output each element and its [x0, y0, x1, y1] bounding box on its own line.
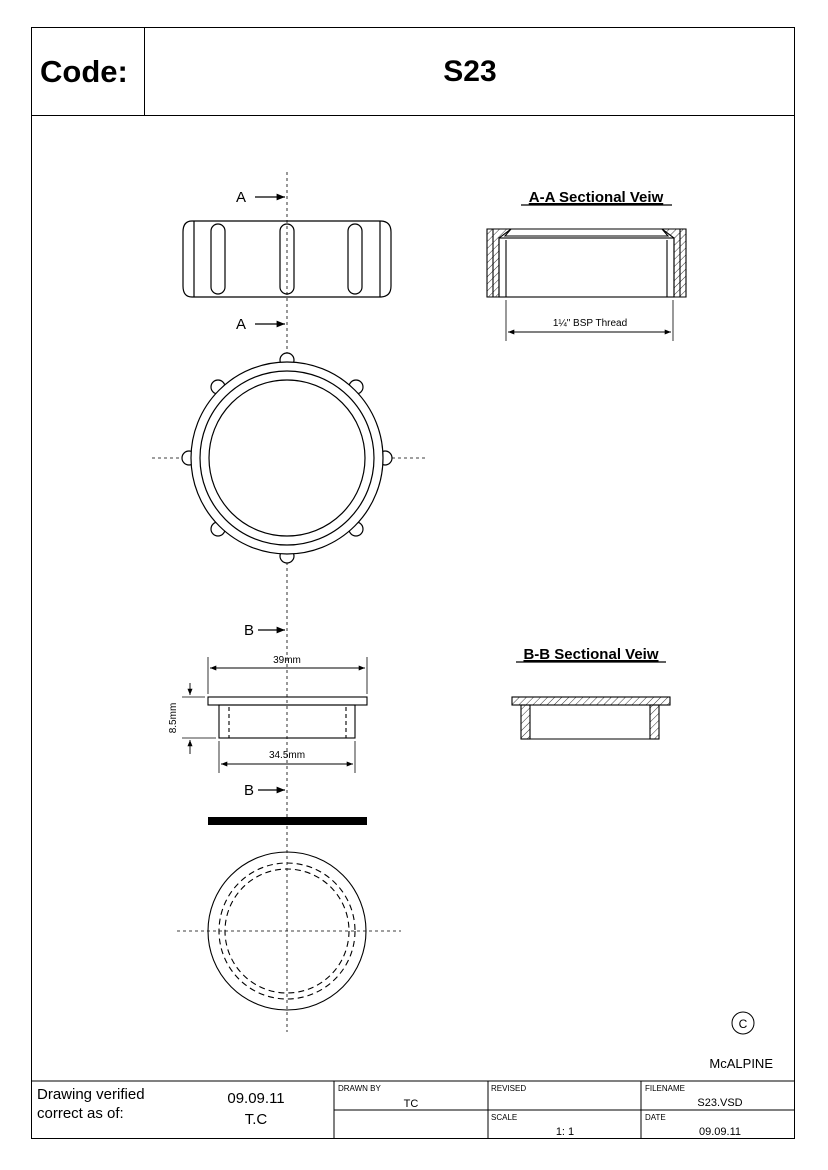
section-marker-b-bottom — [244, 782, 285, 799]
drawn-by-label: DRAWN BY — [338, 1084, 381, 1093]
filename-value: S23.VSD — [697, 1097, 743, 1109]
nut-top-view — [182, 353, 392, 563]
height-dimension — [168, 683, 216, 754]
bb-section-title: B-B Sectional Veiw — [523, 646, 659, 663]
thread-dimension — [506, 300, 673, 341]
svg-text:A: A — [235, 316, 246, 333]
copyright-mark — [732, 1012, 754, 1034]
cap-side-view — [208, 697, 367, 738]
company-name: McALPINE — [709, 1056, 773, 1071]
revised-label: REVISED — [491, 1084, 527, 1093]
svg-text:8.5mm: 8.5mm — [168, 702, 179, 734]
scale-label: SCALE — [491, 1113, 518, 1122]
verified-by: T.C — [244, 1111, 268, 1128]
code-label: Code: — [31, 27, 145, 116]
section-marker-a-bottom — [236, 316, 285, 333]
section-marker-a-top — [236, 189, 285, 206]
svg-text:A: A — [235, 189, 246, 206]
aa-section-view — [487, 229, 686, 297]
date-value: 09.09.11 — [698, 1126, 741, 1138]
svg-text:39mm: 39mm — [273, 655, 301, 666]
svg-text:1¼" BSP Thread: 1¼" BSP Thread — [552, 318, 628, 329]
verified-date: 09.09.11 — [227, 1090, 285, 1107]
filename-label: FILENAME — [645, 1084, 686, 1093]
bb-section-view — [512, 697, 670, 739]
product-code: S23 — [443, 55, 497, 88]
date-label: DATE — [645, 1113, 666, 1122]
aa-section-title: A-A Sectional Veiw — [528, 189, 664, 206]
svg-text:B: B — [243, 782, 254, 799]
section-marker-b-top — [244, 622, 285, 639]
drawn-by-value: TC — [403, 1098, 419, 1110]
scale-value: 1: 1 — [555, 1126, 575, 1138]
svg-text:B: B — [243, 622, 254, 639]
verified-label: Drawing verified correct as of: — [37, 1086, 145, 1122]
svg-text:34.5mm: 34.5mm — [268, 750, 306, 761]
outer-diameter-dimension — [208, 655, 367, 694]
svg-text:C: C — [738, 1017, 748, 1031]
section-bar — [208, 817, 367, 825]
